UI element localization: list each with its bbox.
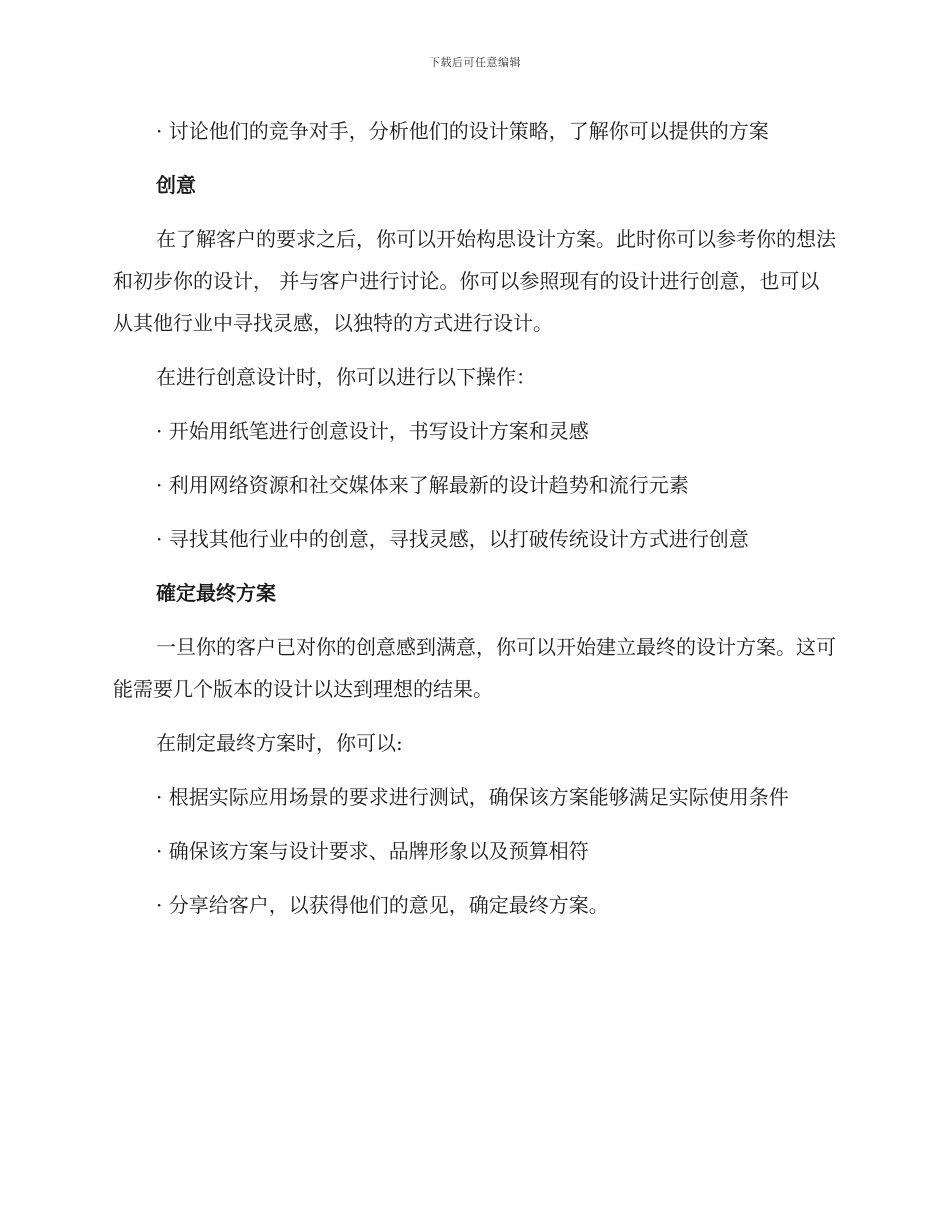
bullet-competitor-analysis: · 讨论他们的竞争对手，分析他们的设计策略，了解你可以提供的方案 bbox=[156, 119, 769, 143]
paragraph-final-plan-intro: 一旦你的客户已对你的创意感到满意，你可以开始建立最终的设计方案。这可能需要几个版本的设计以达到理想的结果。 bbox=[113, 635, 836, 701]
paragraph-final-plan-steps-intro: 在制定最终方案时，你可以: bbox=[156, 731, 403, 755]
bullet-brand-budget: · 确保该方案与设计要求、品牌形象以及预算相符 bbox=[156, 839, 589, 863]
section-heading-final-plan: 確定最终方案 bbox=[156, 581, 276, 605]
paragraph-creativity-steps-intro: 在进行创意设计时，你可以进行以下操作： bbox=[156, 365, 536, 389]
bullet-testing: · 根据实际应用场景的要求进行测试，确保该方案能够满足实际使用条件 bbox=[156, 785, 789, 809]
document-body bbox=[113, 110, 838, 938]
section-heading-creativity: 创意 bbox=[156, 173, 196, 197]
bullet-share-with-client: · 分享给客户，以获得他们的意见，确定最终方案。 bbox=[156, 893, 609, 917]
bullet-other-industries: · 寻找其他行业中的创意，寻找灵感，以打破传统设计方式进行创意 bbox=[156, 527, 749, 551]
page-header-note: 下载后可任意编辑 bbox=[429, 56, 521, 69]
bullet-social-media-trends: · 利用网络资源和社交媒体来了解最新的设计趋势和流行元素 bbox=[156, 473, 689, 497]
bullet-pen-and-paper: · 开始用纸笔进行创意设计，书写设计方案和灵感 bbox=[156, 419, 589, 443]
paragraph-creativity-intro: 在了解客户的要求之后，你可以开始构思设计方案。此时你可以参考你的想法和初步你的设计， 并与客户进行讨论。你可以参照现有的设计进行创意，也可以从其他行业中寻找灵感，以独特的方式进行设计。 bbox=[113, 227, 836, 335]
